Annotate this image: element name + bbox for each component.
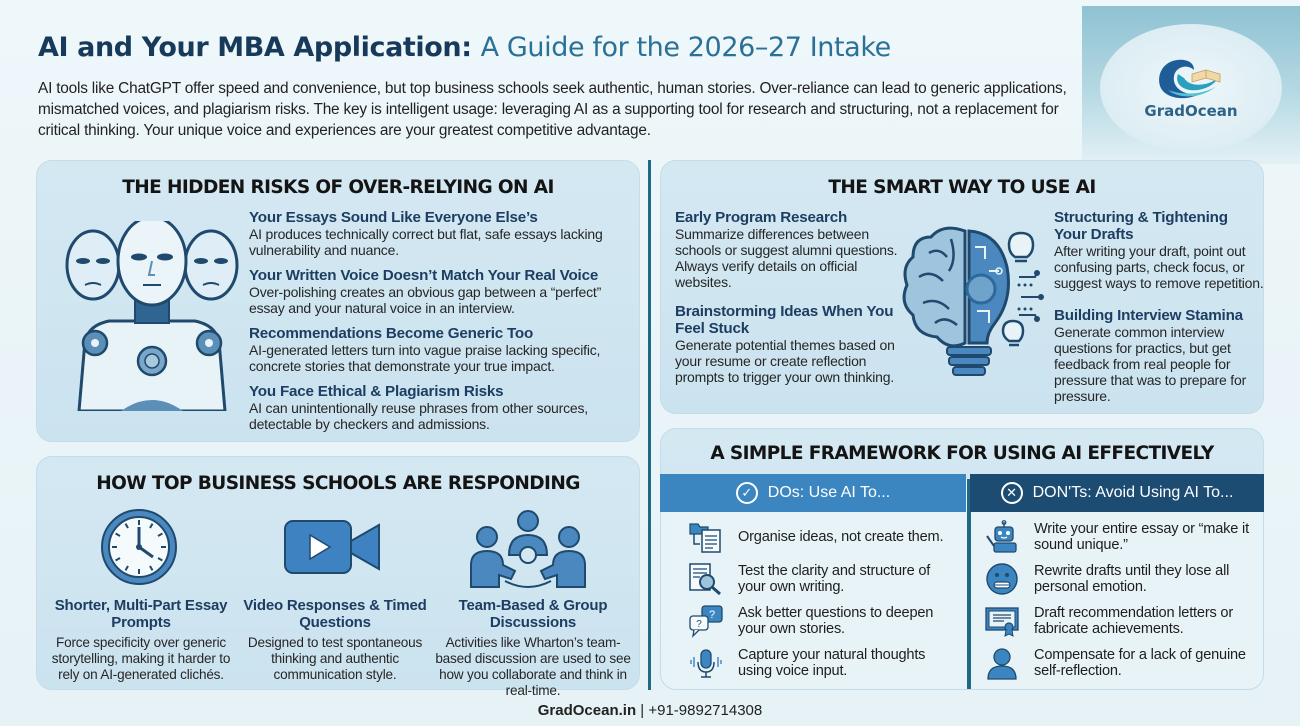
vertical-divider xyxy=(648,160,651,690)
do-text: Organise ideas, not create them. xyxy=(738,529,944,545)
question-bubbles-icon xyxy=(688,604,724,638)
video-camera-icon xyxy=(283,519,383,575)
page-title xyxy=(38,32,891,63)
certificate-icon xyxy=(984,604,1020,638)
risk-item xyxy=(249,325,639,374)
dont-item xyxy=(984,562,1260,596)
x-circle-icon: ✕ xyxy=(1001,482,1023,504)
risks-panel xyxy=(36,160,640,442)
person-silhouette-icon xyxy=(984,646,1020,680)
dos-label: DOs: Use AI To... xyxy=(767,484,891,501)
do-text: Ask better questions to deepen your own stories. xyxy=(738,605,934,637)
risk-heading: Your Essays Sound Like Everyone Else’s xyxy=(249,209,538,226)
team-discussion-icon xyxy=(469,509,587,589)
smart-item xyxy=(675,209,905,290)
smart-item xyxy=(1054,307,1264,404)
title-sub: A Guide for the 2026–27 Intake xyxy=(480,32,891,63)
school-text: Designed to test spontaneous thinking and authentic communication style. xyxy=(247,635,423,682)
risk-heading: Recommendations Become Generic Too xyxy=(249,325,534,342)
smart-heading: Building Interview Stamina xyxy=(1054,307,1243,324)
dont-text: Write your entire essay or “make it sound unique.” xyxy=(1034,521,1249,553)
school-item xyxy=(235,597,435,683)
svg-text:?: ? xyxy=(696,619,702,630)
smart-panel xyxy=(660,160,1264,414)
schools-title: HOW TOP BUSINESS SCHOOLS ARE RESPONDING xyxy=(96,473,580,494)
dont-text: Rewrite drafts until they lose all personal emotion. xyxy=(1034,563,1230,595)
svg-text:?: ? xyxy=(708,609,716,621)
dont-item xyxy=(984,604,1260,638)
check-circle-icon: ✓ xyxy=(736,482,758,504)
risk-item xyxy=(249,383,639,432)
dont-text: Compensate for a lack of genuine self-reflection. xyxy=(1034,647,1246,679)
organise-documents-icon xyxy=(688,520,724,554)
risk-text: AI produces technically correct but flat, safe essays lacking vulnerability and nuance. xyxy=(249,226,603,258)
schools-panel xyxy=(36,456,640,698)
smart-title: THE SMART WAY TO USE AI xyxy=(828,177,1096,198)
school-text: Activities like Wharton’s team-based discussion are used to see how you collaborate and think in real-time. xyxy=(435,635,631,698)
smart-text: Summarize differences between schools or suggest alumni questions. Always verify details on official websites. xyxy=(675,226,898,290)
grimace-face-icon xyxy=(984,562,1020,596)
document-search-icon xyxy=(688,562,724,596)
framework-title: A SIMPLE FRAMEWORK FOR USING AI EFFECTIVELY xyxy=(710,443,1214,464)
do-text: Test the clarity and structure of your own writing. xyxy=(738,563,931,595)
dont-item xyxy=(984,646,1260,680)
do-item xyxy=(688,562,958,596)
footer xyxy=(0,702,1300,719)
school-text: Force specificity over generic storytelling, making it harder to rely on AI-generated clichés. xyxy=(51,635,231,682)
smart-text: After writing your draft, point out confusing parts, check focus, or suggest ways to remove repetition. xyxy=(1054,243,1264,291)
microphone-icon xyxy=(688,646,724,680)
do-text: Capture your natural thoughts using voice input. xyxy=(738,647,926,679)
smart-text: Generate potential themes based on your resume or create reflection prompts to trigger your own thinking. xyxy=(675,337,895,385)
gradocean-logo xyxy=(1082,6,1300,164)
risk-text: AI-generated letters turn into vague praise lacking specific, concrete stories that demonstrate your true impact. xyxy=(249,342,601,374)
school-item xyxy=(41,597,241,683)
robot-writer-icon xyxy=(984,520,1020,554)
brain-lightbulb-icon xyxy=(899,219,1049,387)
school-heading: Shorter, Multi-Part Essay Prompts xyxy=(54,597,228,631)
risk-heading: Your Written Voice Doesn’t Match Your Real Voice xyxy=(249,267,599,284)
smart-item xyxy=(1054,209,1264,291)
donts-label: DON'Ts: Avoid Using AI To... xyxy=(1032,484,1234,501)
school-item xyxy=(429,597,637,699)
smart-heading: Early Program Research xyxy=(675,209,848,226)
footer-site-link[interactable]: GradOcean.in xyxy=(537,702,637,719)
dont-item xyxy=(984,520,1260,554)
wave-book-icon xyxy=(1154,56,1228,102)
risk-text: AI can unintentionally reuse phrases from other sources, detectable by checkers and admissions. xyxy=(249,400,588,432)
donts-header xyxy=(970,474,1264,512)
risk-item xyxy=(249,209,639,258)
smart-heading: Structuring & Tightening Your Drafts xyxy=(1054,209,1228,243)
risk-item xyxy=(249,267,639,316)
dos-header xyxy=(660,474,966,512)
smart-item xyxy=(675,303,905,385)
do-item xyxy=(688,520,958,554)
intro-text: AI tools like ChatGPT offer speed and convenience, but top business schools seek authentic, human stories. Over-reliance can lead to generic applications, mismatched voices, and plagiarism risks. The key is intelligent usage: leveraging AI as a supporting tool for research and structuring, not a replacement for critical thinking. Your unique voice and experiences are your greatest competitive advantage. xyxy=(38,80,1067,139)
title-main: AI and Your MBA Application: xyxy=(38,32,472,63)
school-heading: Team-Based & Group Discussions xyxy=(458,597,608,631)
smart-heading: Brainstorming Ideas When You Feel Stuck xyxy=(675,303,894,337)
do-item xyxy=(688,646,958,680)
footer-phone: +91-9892714308 xyxy=(648,702,763,719)
do-item xyxy=(688,604,958,638)
risk-text: Over-polishing creates an obvious gap between a “perfect” essay and your natural voice in an interview. xyxy=(249,284,602,316)
robot-masks-icon xyxy=(59,221,245,411)
risks-title: THE HIDDEN RISKS OF OVER-RELYING ON AI xyxy=(122,177,554,198)
dont-text: Draft recommendation letters or fabricate achievements. xyxy=(1034,605,1234,637)
logo-brand-text: GradOcean xyxy=(1144,102,1238,120)
school-heading: Video Responses & Timed Questions xyxy=(243,597,427,631)
smart-text: Generate common interview questions for practics, but get feedback from real people for pressure that was to prepare for pressure. xyxy=(1054,324,1247,404)
footer-separator: | xyxy=(636,702,649,719)
risk-heading: You Face Ethical & Plagiarism Risks xyxy=(249,383,504,400)
clock-icon xyxy=(99,507,179,587)
